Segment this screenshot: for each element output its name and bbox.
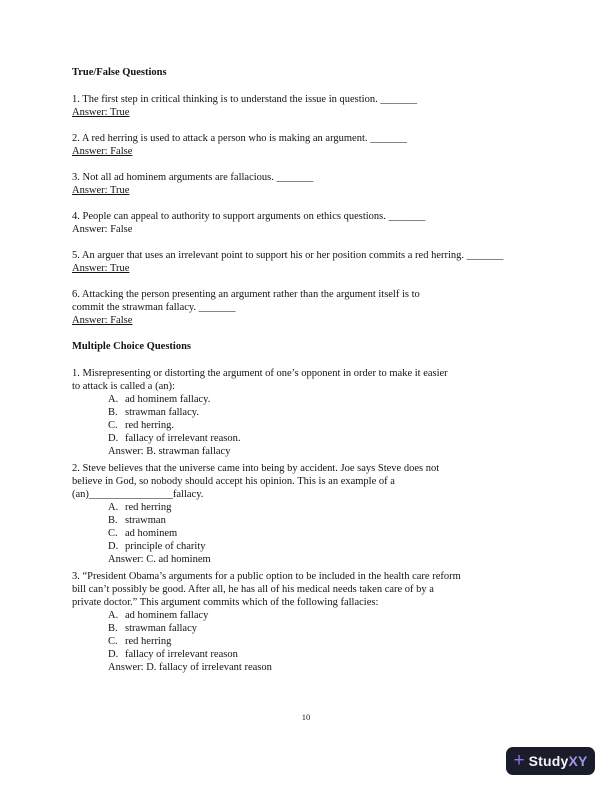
plus-icon: + xyxy=(513,749,525,771)
option-d xyxy=(108,540,572,553)
option-b xyxy=(108,514,572,527)
option-letter: D. xyxy=(108,433,119,444)
answer-text: Answer: B. strawman fallacy xyxy=(108,446,231,457)
brand-name-primary: Study xyxy=(528,752,569,769)
option-a xyxy=(108,393,572,406)
option-c xyxy=(108,419,572,432)
option-letter: B. xyxy=(108,407,118,418)
option-text: ad hominem fallacy. xyxy=(125,394,211,405)
answer-text: Answer: True xyxy=(72,107,130,118)
option-b xyxy=(108,622,572,635)
question-text: 1. Misrepresenting or distorting the argument of one’s opponent in order to make it easier xyxy=(72,368,448,379)
option-letter: C. xyxy=(108,420,118,431)
mc-question-1 xyxy=(72,367,572,458)
option-letter: D. xyxy=(108,649,119,660)
option-letter: B. xyxy=(108,623,118,634)
option-text: ad hominem xyxy=(125,528,178,539)
question-text: 5. An arguer that uses an irrelevant point to support his or her position commits a red herring. _______ xyxy=(72,250,504,261)
option-text: strawman fallacy xyxy=(125,623,198,634)
document-body xyxy=(72,66,572,678)
brand-name-accent: XY xyxy=(568,752,588,769)
tf-question-2 xyxy=(72,132,572,158)
question-text: private doctor.” This argument commits which of the following fallacies: xyxy=(72,597,379,608)
option-text: strawman fallacy. xyxy=(125,407,199,418)
page-number: 10 xyxy=(301,712,311,722)
question-text: to attack is called a (an): xyxy=(72,381,175,392)
answer-text: Answer: False xyxy=(72,315,133,326)
option-text: fallacy of irrelevant reason. xyxy=(125,433,241,444)
question-text: 2. A red herring is used to attack a person who is making an argument. _______ xyxy=(72,133,407,144)
option-text: principle of charity xyxy=(125,541,206,552)
question-text: 3. Not all ad hominem arguments are fallacious. _______ xyxy=(72,172,314,183)
option-text: red herring xyxy=(125,636,172,647)
answer-text: Answer: True xyxy=(72,185,130,196)
option-letter: C. xyxy=(108,636,118,647)
option-letter: A. xyxy=(108,394,119,405)
question-text: 2. Steve believes that the universe came into being by accident. Joe says Steve does not xyxy=(72,463,440,474)
option-a xyxy=(108,609,572,622)
option-letter: B. xyxy=(108,515,118,526)
option-list xyxy=(72,393,572,445)
answer-text: Answer: C. ad hominem xyxy=(108,554,211,565)
tf-question-5 xyxy=(72,249,572,275)
option-c xyxy=(108,635,572,648)
answer-text: Answer: True xyxy=(72,263,130,274)
option-text: red herring xyxy=(125,502,172,513)
tf-section-heading: True/False Questions xyxy=(72,67,167,78)
option-b xyxy=(108,406,572,419)
option-letter: D. xyxy=(108,541,119,552)
tf-question-3 xyxy=(72,171,572,197)
option-c xyxy=(108,527,572,540)
question-text: believe in God, so nobody should accept his opinion. This is an example of a xyxy=(72,476,395,487)
brand-name xyxy=(528,752,588,769)
option-letter: C. xyxy=(108,528,118,539)
mc-question-3 xyxy=(72,570,572,674)
studyxy-logo-badge[interactable] xyxy=(506,747,595,775)
option-d xyxy=(108,648,572,661)
mc-section-heading: Multiple Choice Questions xyxy=(72,341,192,352)
question-text: 4. People can appeal to authority to support arguments on ethics questions. _______ xyxy=(72,211,426,222)
answer-text: Answer: False xyxy=(72,224,133,235)
option-list xyxy=(72,501,572,553)
question-text: (an)________________fallacy. xyxy=(72,489,204,500)
option-text: strawman xyxy=(125,515,166,526)
option-text: fallacy of irrelevant reason xyxy=(125,649,238,660)
question-text: 6. Attacking the person presenting an argument rather than the argument itself is to xyxy=(72,289,420,300)
option-letter: A. xyxy=(108,502,119,513)
tf-question-6 xyxy=(72,288,572,327)
tf-question-4 xyxy=(72,210,572,236)
option-a xyxy=(108,501,572,514)
option-text: ad hominem fallacy xyxy=(125,610,209,621)
question-text: commit the strawman fallacy. _______ xyxy=(72,302,236,313)
answer-text: Answer: D. fallacy of irrelevant reason xyxy=(108,662,272,673)
option-list xyxy=(72,609,572,661)
question-text: 1. The first step in critical thinking is to understand the issue in question. _______ xyxy=(72,94,418,105)
question-text: bill can’t possibly be good. After all, he has all of his medical needs taken care of by a xyxy=(72,584,434,595)
tf-question-1 xyxy=(72,93,572,119)
mc-question-2 xyxy=(72,462,572,566)
option-letter: A. xyxy=(108,610,119,621)
answer-text: Answer: False xyxy=(72,146,133,157)
option-d xyxy=(108,432,572,445)
question-text: 3. “President Obama’s arguments for a public option to be included in the health care reform xyxy=(72,571,461,582)
option-text: red herring. xyxy=(125,420,174,431)
